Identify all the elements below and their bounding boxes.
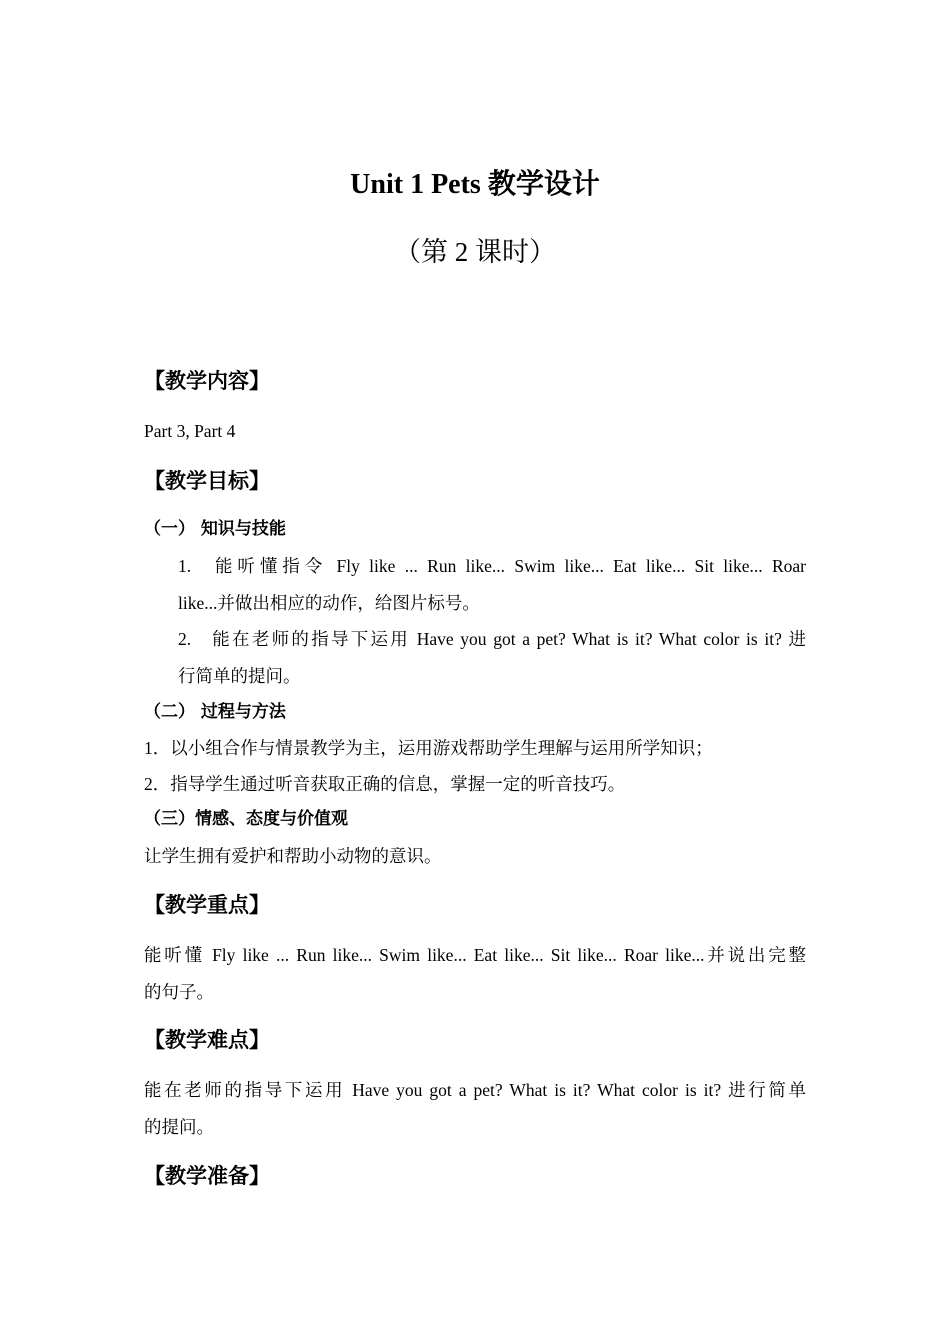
key-points-line-1: 能听懂 Fly like ... Run like... Swim like... Eat like... Sit like... Roar like...并说出完整: [144, 945, 806, 965]
process-item-2: 2．指导学生通过听音获取正确的信息，掌握一定的听音技巧。: [144, 774, 626, 794]
subheading-emotion-values: （三）情感、态度与价值观: [144, 809, 348, 829]
heading-difficulties: 【教学难点】: [144, 1028, 270, 1052]
knowledge-item-1-line-1: [178, 548, 806, 585]
knowledge-item-1-number: 1.: [178, 556, 192, 576]
knowledge-item-2-text: 能在老师的指导下运用 Have you got a pet? What is it? What color is it? 进: [210, 629, 806, 649]
heading-preparation: 【教学准备】: [144, 1164, 270, 1188]
knowledge-item-1-line-2: like...并做出相应的动作，给图片标号。: [178, 593, 480, 613]
knowledge-item-2-line-1: [178, 621, 806, 658]
heading-teaching-content: 【教学内容】: [144, 369, 270, 393]
knowledge-item-2-number: 2.: [178, 629, 192, 649]
document-subtitle: （第 2 课时）: [394, 237, 556, 267]
document-title: Unit 1 Pets 教学设计: [350, 169, 600, 200]
knowledge-item-2-line-2: 行简单的提问。: [178, 666, 301, 686]
subheading-process-methods: （二） 过程与方法: [144, 702, 286, 722]
heading-key-points: 【教学重点】: [144, 893, 270, 917]
process-item-1: 1．以小组合作与情景教学为主，运用游戏帮助学生理解与运用所学知识；: [144, 738, 713, 758]
difficulties-line-1: 能在老师的指导下运用 Have you got a pet? What is it? What color is it? 进行简单: [144, 1080, 806, 1100]
emotion-text: 让学生拥有爱护和帮助小动物的意识。: [144, 846, 442, 866]
difficulties-line-2: 的提问。: [144, 1117, 214, 1137]
knowledge-item-1-text: 能听懂指令 Fly like ... Run like... Swim like... Eat like... Sit like... Roar: [210, 556, 806, 576]
key-points-line-2: 的句子。: [144, 982, 214, 1002]
heading-teaching-goals: 【教学目标】: [144, 469, 270, 493]
teaching-content-text: Part 3, Part 4: [144, 421, 236, 441]
subheading-knowledge-skills: （一） 知识与技能: [144, 519, 286, 539]
